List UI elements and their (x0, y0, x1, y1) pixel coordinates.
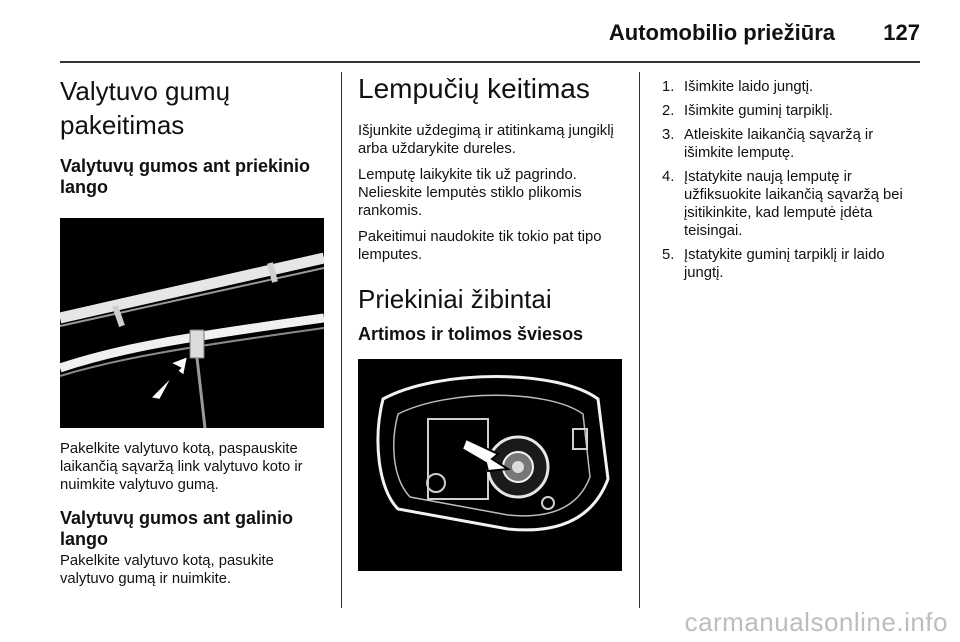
step-5-text: Įstatykite guminį tarpiklį ir laido jungtį. (684, 247, 885, 281)
rear-wiper-subheading: Valytuvų gumos ant galinio lango (60, 508, 294, 549)
column-bulbs (358, 70, 626, 571)
step-5-number: 5. (662, 247, 675, 263)
step-1-number: 1. (662, 79, 675, 95)
watermark: carmanualsonline.info (684, 607, 948, 637)
step-4-number: 4. (662, 169, 675, 185)
wiper-heading: Valytuvo gumų pakeitimas (60, 76, 231, 140)
page-header (60, 18, 920, 60)
page-number: 127 (883, 20, 920, 45)
header-rule (60, 61, 920, 63)
column-divider-1 (341, 72, 342, 608)
bulbs-text-1: Išjunkite uždegimą ir atitinkamą jungiklį arba uždarykite dureles. (358, 123, 614, 157)
section-title: Automobilio priežiūra (608, 20, 835, 45)
bulbs-text-2: Lemputę laikykite tik už pagrindo. Nelieskite lemputės stiklo plikomis rankomis. (358, 167, 582, 219)
rear-wiper-text: Pakelkite valytuvo kotą, pasukite valytuvo gumą ir nuimkite. (60, 553, 274, 587)
step-4-text: Įstatykite naują lemputę ir užfiksuokite laikančią sąvaržą bei įsitikinkite, kad lemputė įdėta teisingai. (684, 169, 903, 239)
steps-list (662, 78, 924, 282)
column-divider-2 (639, 72, 640, 608)
step-1-text: Išimkite laido jungtį. (684, 79, 814, 95)
bulbs-text-3: Pakeitimui naudokite tik tokio pat tipo lemputes. (358, 229, 602, 263)
step-4 (662, 168, 924, 240)
column-wiper (60, 70, 328, 588)
step-5 (662, 246, 924, 282)
step-1 (662, 78, 924, 96)
front-wiper-subheading: Valytuvų gumos ant priekinio lango (60, 156, 311, 197)
step-3-text: Atleiskite laikančią sąvaržą ir išimkite lemputę. (684, 127, 874, 161)
step-2-number: 2. (662, 103, 675, 119)
bulbs-heading: Lempučių keitimas (358, 73, 590, 104)
column-steps (662, 78, 924, 288)
front-wiper-text: Pakelkite valytuvo kotą, paspauskite laikančią sąvaržą link valytuvo koto ir nuimkite valytuvo gumą. (60, 441, 303, 493)
step-2-text: Išimkite guminį tarpiklį. (684, 103, 833, 119)
wiper-illustration (60, 218, 324, 428)
step-3 (662, 126, 924, 162)
beam-subheading: Artimos ir tolimos šviesos (358, 324, 584, 344)
step-3-number: 3. (662, 127, 675, 143)
step-2 (662, 102, 924, 120)
headlight-illustration (358, 359, 622, 571)
headlights-heading: Priekiniai žibintai (358, 284, 552, 314)
